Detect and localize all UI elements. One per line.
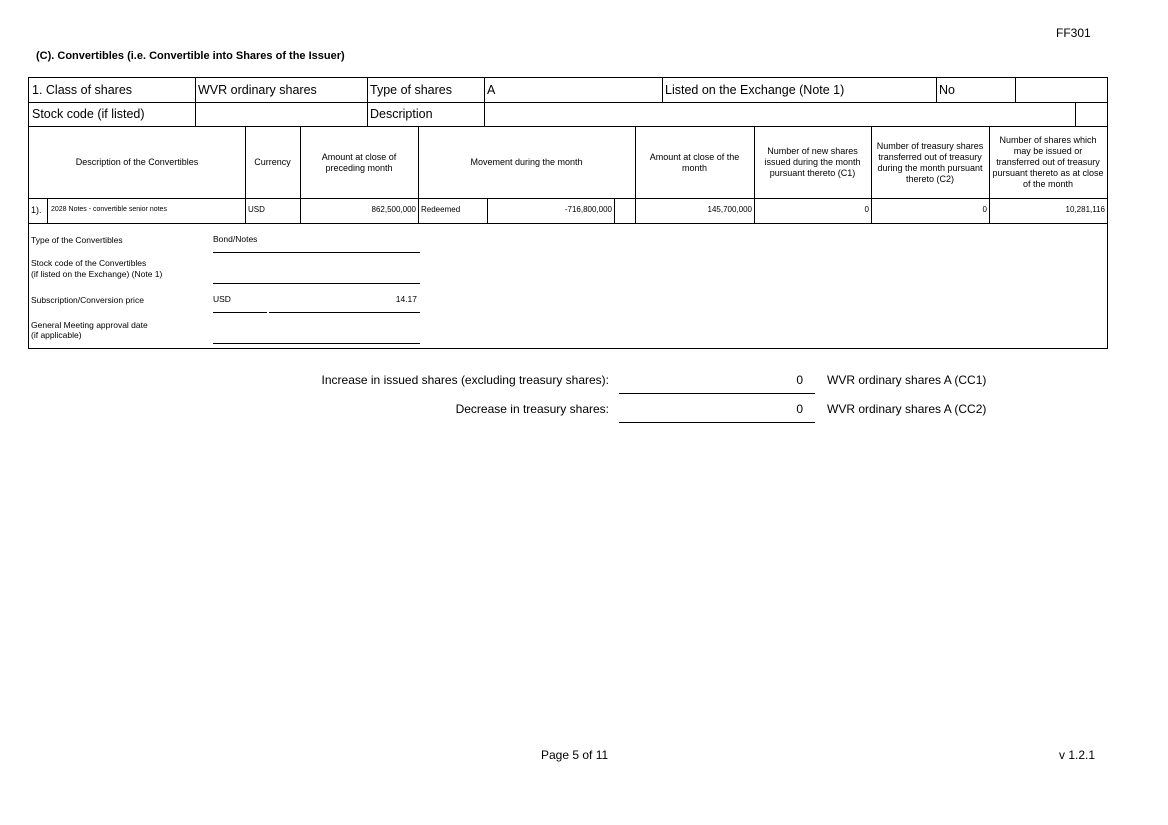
row-amount-preceding: 862,500,000 (371, 205, 416, 214)
approval-date-label-1: General Meeting approval date (31, 320, 148, 330)
listed-on-exchange-label: Listed on the Exchange (Note 1) (665, 83, 845, 97)
row-may-be-issued: 10,281,116 (1065, 205, 1105, 214)
col-header-new-shares: Number of new shares issued during the month pursuant thereto (C1) (764, 146, 861, 178)
class-of-shares-label: 1. Class of shares (32, 83, 133, 97)
form-code: FF301 (1056, 26, 1091, 40)
type-of-convertibles-value: Bond/Notes (213, 234, 258, 244)
share-class-header (28, 77, 1108, 127)
col-header-description: Description of the Convertibles (75, 157, 199, 167)
convertibles-details (28, 224, 1108, 349)
version: v 1.2.1 (1059, 748, 1096, 762)
type-of-convertibles-label: Type of the Convertibles (31, 235, 123, 245)
col-header-currency: Currency (254, 157, 291, 167)
increase-unit: WVR ordinary shares A (CC1) (827, 373, 987, 387)
decrease-unit: WVR ordinary shares A (CC2) (827, 402, 987, 416)
decrease-value: 0 (796, 402, 803, 416)
col-header-may-be-issued: Number of shares which may be issued or transferred out of treasury pursuant thereto as at close of the month (992, 135, 1104, 189)
stock-code-convertibles-label-2: (if listed on the Exchange) (Note 1) (31, 269, 163, 279)
col-header-amount-close: Amount at close of the month (649, 151, 740, 173)
conversion-price-value: 14.17 (395, 294, 417, 304)
increase-label: Increase in issued shares (excluding treasury shares): (321, 373, 609, 387)
type-of-shares-value: A (487, 83, 496, 97)
conversion-price-label: Subscription/Conversion price (31, 295, 144, 305)
increase-value: 0 (796, 373, 803, 387)
row-movement-amount: -716,800,000 (564, 205, 612, 214)
row-currency: USD (248, 205, 265, 214)
stock-code-convertibles-label-1: Stock code of the Convertibles (31, 258, 147, 268)
approval-date-label-2: (if applicable) (31, 330, 82, 340)
class-of-shares-value: WVR ordinary shares (198, 83, 317, 97)
row-treasury-shares: 0 (982, 205, 987, 214)
col-header-amount-preceding: Amount at close of preceding month (321, 151, 397, 173)
row-index: 1). (31, 205, 42, 215)
type-of-shares-label: Type of shares (370, 83, 452, 97)
conversion-price-currency: USD (213, 294, 231, 304)
description-label: Description (370, 107, 433, 121)
section-title: (C). Convertibles (i.e. Convertible into Shares of the Issuer) (36, 50, 345, 62)
col-header-movement: Movement during the month (470, 157, 583, 167)
stock-code-label: Stock code (if listed) (32, 107, 145, 121)
col-header-treasury-shares: Number of treasury shares transferred out of treasury during the month pursuant thereto (C2) (876, 140, 984, 184)
decrease-label: Decrease in treasury shares: (455, 402, 609, 416)
row-movement-type: Redeemed (421, 205, 461, 214)
row-new-shares: 0 (864, 205, 869, 214)
row-description: 2028 Notes - convertible senior notes (51, 206, 167, 213)
page-number: Page 5 of 11 (541, 748, 609, 762)
convertibles-table (28, 127, 1108, 224)
listed-on-exchange-value: No (939, 83, 955, 97)
row-amount-close: 145,700,000 (707, 205, 752, 214)
